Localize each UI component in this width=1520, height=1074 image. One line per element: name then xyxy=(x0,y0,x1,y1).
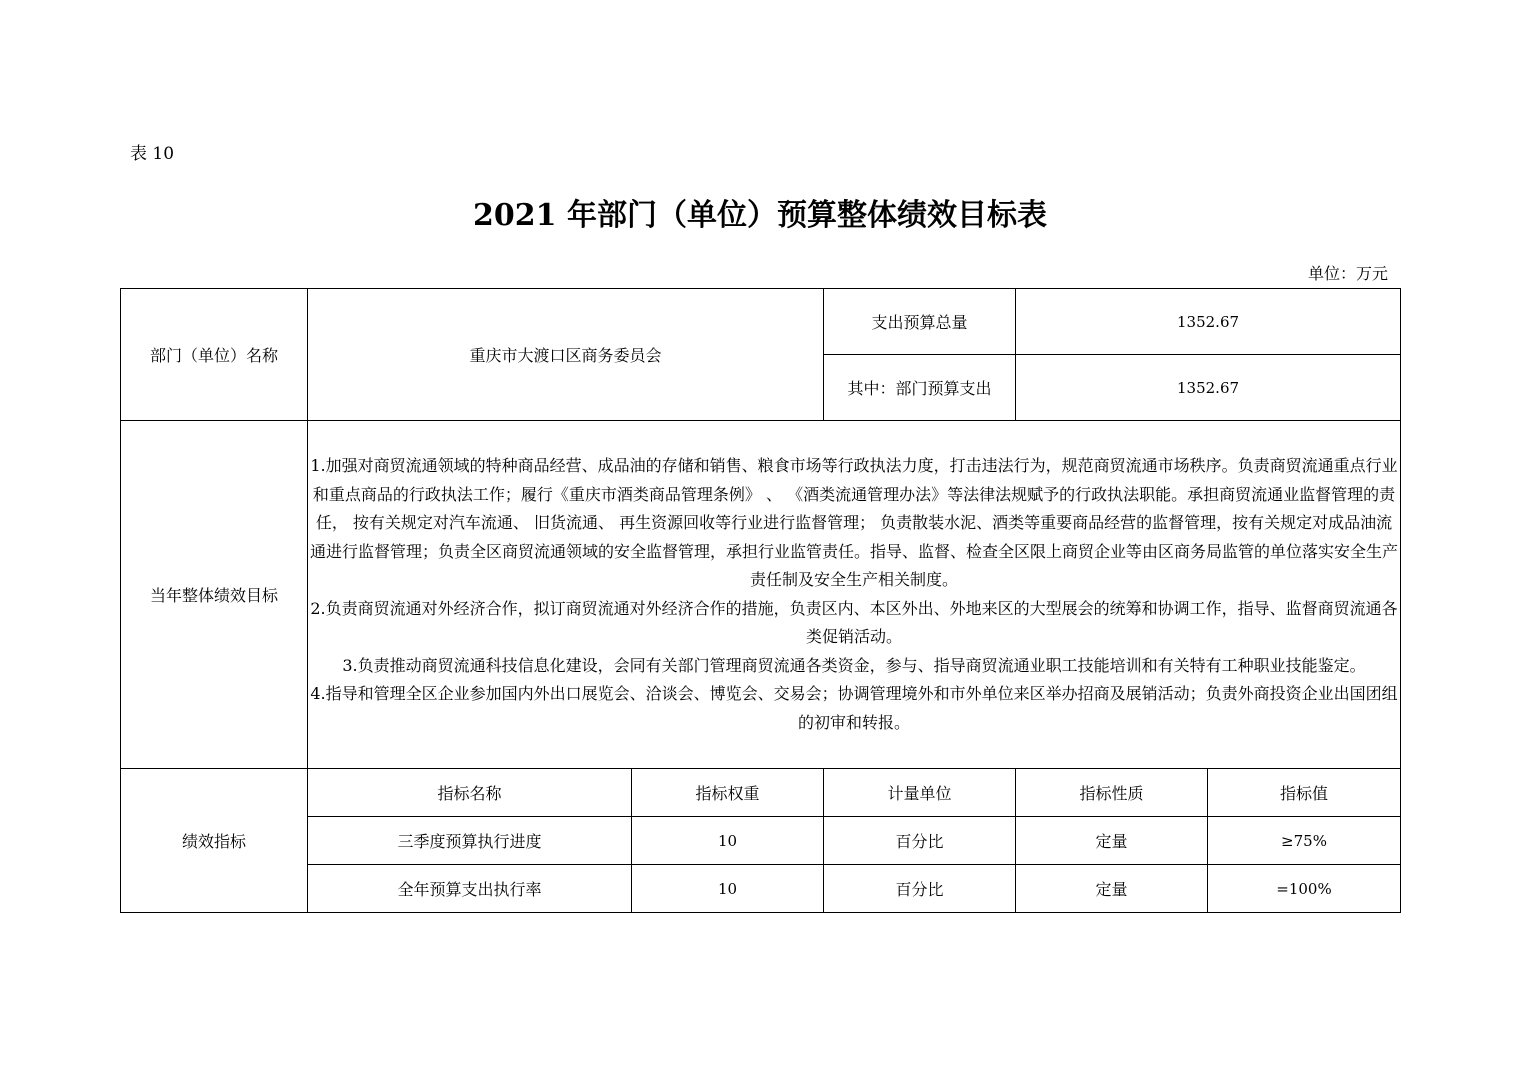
indicator-header-unit: 计量单位 xyxy=(824,769,1016,817)
table-number-label: 表 10 xyxy=(130,144,175,164)
goal-item: 4.指导和管理全区企业参加国内外出口展览会、洽谈会、博览会、交易会；协调管理境外和市外单位来区举办招商及展销活动；负责外商投资企业出国团组的初审和转报。 xyxy=(310,684,1398,732)
indicator-header-name: 指标名称 xyxy=(308,769,632,817)
indicator-weight: 10 xyxy=(632,865,824,913)
dept-name-label: 部门（单位）名称 xyxy=(121,289,308,421)
indicators-label: 绩效指标 xyxy=(121,769,308,913)
annual-goal-text xyxy=(308,421,1401,769)
indicator-unit: 百分比 xyxy=(824,865,1016,913)
goal-item: 3.负责推动商贸流通科技信息化建设，会同有关部门管理商贸流通各类资金，参与、指导商贸流通业职工技能培训和有关特有工种职业技能鉴定。 xyxy=(342,655,1366,675)
indicator-nature: 定量 xyxy=(1016,817,1208,865)
indicator-value: ≥75% xyxy=(1208,817,1401,865)
dept-name-value: 重庆市大渡口区商务委员会 xyxy=(308,289,824,421)
total-budget-value: 1352.67 xyxy=(1016,289,1401,355)
indicator-header-nature: 指标性质 xyxy=(1016,769,1208,817)
indicator-unit: 百分比 xyxy=(824,817,1016,865)
goal-item: 2.负责商贸流通对外经济合作，拟订商贸流通对外经济合作的措施，负责区内、本区外出、外地来区的大型展会的统筹和协调工作，指导、监督商贸流通各类促销活动。 xyxy=(310,598,1398,646)
indicator-nature: 定量 xyxy=(1016,865,1208,913)
annual-goal-label: 当年整体绩效目标 xyxy=(121,421,308,769)
unit-label: 单位：万元 xyxy=(1307,264,1388,283)
performance-goal-table xyxy=(120,288,1401,913)
document-title: 2021 年部门（单位）预算整体绩效目标表 xyxy=(473,198,1047,233)
dept-budget-label: 其中：部门预算支出 xyxy=(824,355,1016,421)
total-budget-label: 支出预算总量 xyxy=(824,289,1016,355)
dept-budget-value: 1352.67 xyxy=(1016,355,1401,421)
indicator-name: 三季度预算执行进度 xyxy=(308,817,632,865)
table-row xyxy=(121,817,1401,865)
table-row xyxy=(121,865,1401,913)
indicator-header-value: 指标值 xyxy=(1208,769,1401,817)
indicator-value: =100% xyxy=(1208,865,1401,913)
goal-item: 1.加强对商贸流通领域的特种商品经营、成品油的存储和销售、粮食市场等行政执法力度，打击违法行为，规范商贸流通市场秩序。负责商贸流通重点行业和重点商品的行政执法工作；履行《重庆市酒类商品管理条例》 、 《酒类流通管理办法》等法律法规赋予的行政执法职能。承担商贸流通业监督管理的责任， 按有关规定对汽车流通、 旧货流通、 再生资源回收等行业进行监督管理； 负责散装水泥、酒类等重要商品经营的监督管理，按有关规定对成品油流通进行监督管理；负责全区商贸流通领域的安全监督管理，承担行业监管责任。指导、监督、检查全区限上商贸企业等由区商务局监管的单位落实安全生产责任制及安全生产相关制度。 xyxy=(310,456,1399,589)
indicator-header-weight: 指标权重 xyxy=(632,769,824,817)
indicator-weight: 10 xyxy=(632,817,824,865)
indicator-name: 全年预算支出执行率 xyxy=(308,865,632,913)
